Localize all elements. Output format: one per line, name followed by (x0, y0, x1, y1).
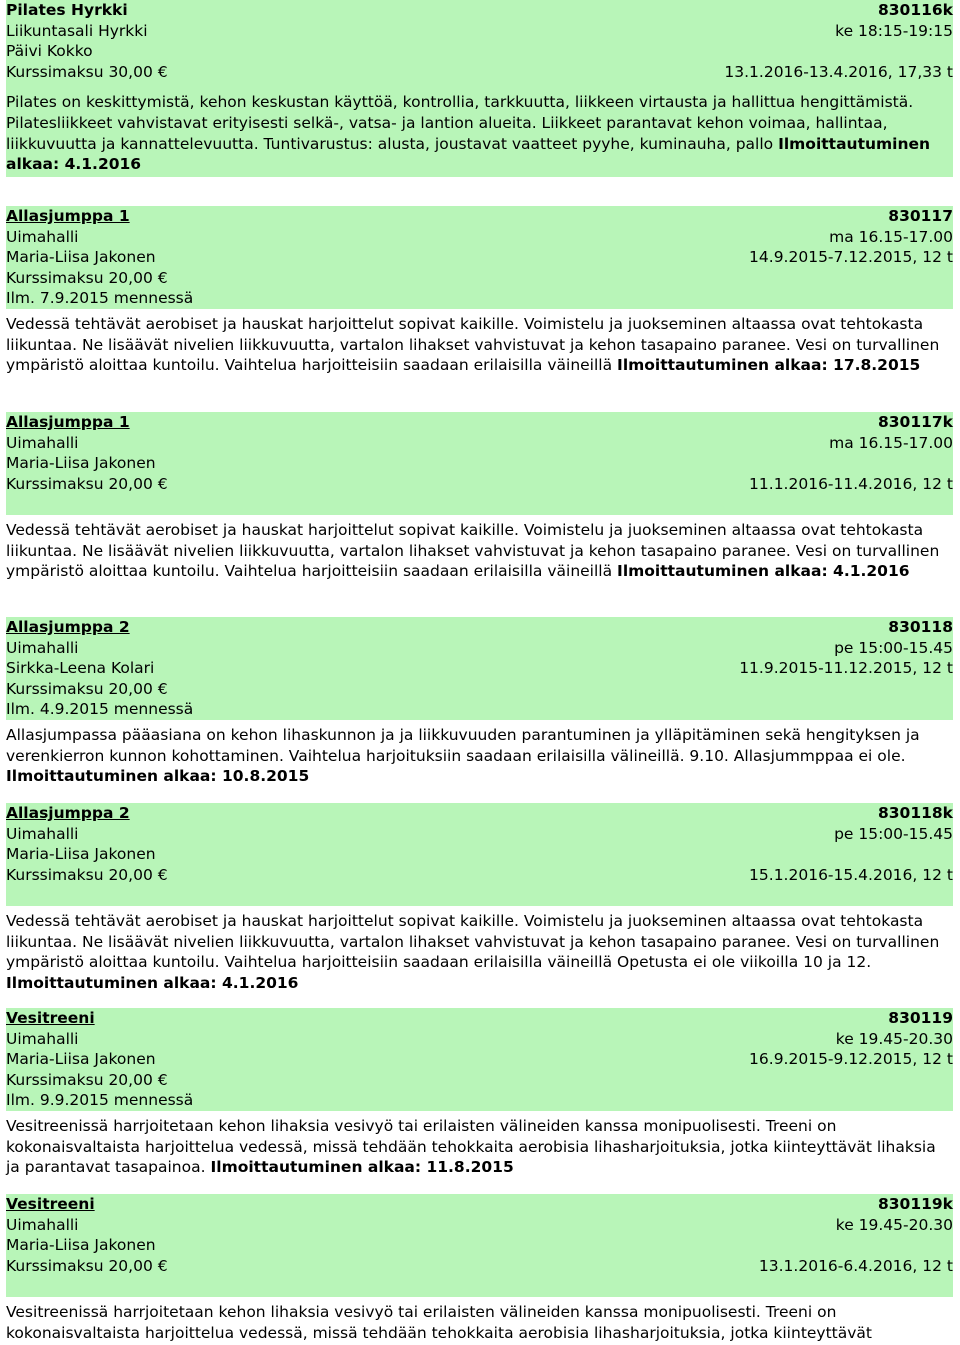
course-entry (6, 1008, 953, 1180)
course-code: 830119k (877, 1195, 953, 1213)
course-place: Liikuntasali Hyrkki (6, 21, 148, 40)
course-entry (6, 0, 953, 177)
course-teacher: Maria-Liisa Jakonen (6, 1050, 156, 1069)
course-place: Uimahalli (6, 1215, 79, 1234)
course-teacher: Maria-Liisa Jakonen (6, 1236, 156, 1255)
course-fee: Kurssimaksu 20,00 € (6, 474, 168, 493)
course-time: pe 15:00-15.45 (834, 824, 953, 843)
registration-start: Ilmoittautuminen alkaa: 4.1.2016 (6, 134, 931, 174)
course-info-block (6, 803, 953, 906)
course-code: 830118k (877, 804, 953, 822)
course-title: Allasjumppa 1 (6, 207, 130, 225)
course-entry (6, 412, 953, 584)
course-info-block (6, 412, 953, 515)
course-period: 16.9.2015-9.12.2015, 12 t (749, 1050, 953, 1069)
course-code: 830117k (877, 413, 953, 431)
course-time: ke 19.45-20.30 (835, 1215, 953, 1234)
course-code: 830119 (888, 1009, 953, 1027)
course-dates: 13.1.2016-6.4.2016, 12 t (758, 1256, 953, 1275)
registration-start: Ilmoittautuminen alkaa: 10.8.2015 (6, 767, 310, 786)
course-teacher: Sirkka-Leena Kolari (6, 659, 155, 678)
course-description: Pilates on keskittymistä, kehon keskustan käyttöä, kontrollia, tarkkuutta, liikkeen virtausta ja hallittua hengittämistä. Pilatesliikkeet vahvistavat erityisesti selkä-, vatsa- ja lantion alueita. Liikkeet parantavat kehon voimaa, hallintaa, liikkuvuutta ja kannattelevuutta. Tuntivarustus: alusta, joustavat vaatteet pyyhe, kuminauha, pallo Ilmoittautuminen alkaa: 4.1.2016 (6, 93, 931, 174)
course-title: Vesitreeni (6, 1009, 95, 1027)
course-entry (6, 206, 953, 378)
course-info-block (6, 1008, 953, 1111)
course-info-block (6, 0, 953, 177)
course-info-block (6, 617, 953, 720)
course-period: 11.9.2015-11.12.2015, 12 t (739, 659, 953, 678)
course-dates: 13.1.2016-13.4.2016, 17,33 t (724, 62, 953, 81)
course-title: Allasjumppa 1 (6, 413, 130, 431)
course-fee: Kurssimaksu 20,00 € (6, 679, 168, 698)
course-fee: Kurssimaksu 20,00 € (6, 1256, 168, 1275)
course-place: Uimahalli (6, 638, 79, 657)
course-fee: Kurssimaksu 20,00 € (6, 865, 168, 884)
course-description: Vesitreenissä harrjoitetaan kehon lihaksia vesivyö tai erilaisten välineiden kanssa monipuolisesti. Treeni on kokonaisvaltaista harjoittelua vedessä, missä tehdään tehokkaita aerobisia lihasharjoituksia, jotka kiinteyttävät (6, 1302, 873, 1342)
course-fee: Kurssimaksu 30,00 € (6, 62, 168, 81)
course-place: Uimahalli (6, 433, 79, 452)
course-description: Allasjumpassa pääasiana on kehon lihaskunnon ja ja liikkuvuuden parantuminen ja ylläpitäminen sekä hengityksen ja verenkierron kunnon kohottaminen. Vaihtelua harjoituksiin saadaan erilaisilla välineillä. 9.10. Allasjummppaa ei ole. Ilmoittautuminen alkaa: 10.8.2015 (6, 725, 920, 786)
course-place: Uimahalli (6, 227, 79, 246)
course-fee: Kurssimaksu 20,00 € (6, 268, 168, 287)
course-entry (6, 617, 953, 789)
course-time: ma 16.15-17.00 (829, 227, 953, 246)
registration-start: Ilmoittautuminen alkaa: 4.1.2016 (617, 562, 910, 581)
course-info-block (6, 1194, 953, 1297)
course-description: Vedessä tehtävät aerobiset ja hauskat harjoittelut sopivat kaikille. Voimistelu ja juokseminen altaassa ovat tehtokasta liikuntaa. Ne lisäävät nivelien liikkuvuutta, vartalon lihakset vahvistuvat ja kehon tasapaino paranee. Vesi on turvallinen ympäristö aloittaa kuntoilu. Vaihtelua harjoitteisiin saadaan erilaisilla väineillä Opetusta ei ole viikoilla 10 ja 12. Ilmoittautuminen alkaa: 4.1.2016 (6, 911, 940, 992)
course-teacher: Maria-Liisa Jakonen (6, 248, 156, 267)
registration-deadline: Ilm. 4.9.2015 mennessä (6, 700, 194, 719)
course-description: Vedessä tehtävät aerobiset ja hauskat harjoittelut sopivat kaikille. Voimistelu ja juokseminen altaassa ovat tehtokasta liikuntaa. Ne lisäävät nivelien liikkuvuutta, vartalon lihakset vahvistuvat ja kehon tasapaino paranee. Vesi on turvallinen ympäristö aloittaa kuntoilu. Vaihtelua harjoitteisiin saadaan erilaisilla väineillä Ilmoittautuminen alkaa: 4.1.2016 (6, 520, 940, 581)
course-entry (6, 1194, 953, 1345)
course-time: ke 19.45-20.30 (835, 1029, 953, 1048)
registration-start: Ilmoittautuminen alkaa: 4.1.2016 (6, 973, 299, 992)
course-place: Uimahalli (6, 824, 79, 843)
course-period: 14.9.2015-7.12.2015, 12 t (749, 248, 953, 267)
course-code: 830118 (888, 618, 953, 636)
course-time: pe 15:00-15.45 (834, 638, 953, 657)
course-description: Vesitreenissä harrjoitetaan kehon lihaksia vesivyö tai erilaisten välineiden kanssa monipuolisesti. Treeni on kokonaisvaltaista harjoittelua vedessä, missä tehdään tehokkaita aerobisia lihasharjoituksia, jotka kiinteyttävät lihaksia ja parantavat tasapainoa. Ilmoittautuminen alkaa: 11.8.2015 (6, 1116, 936, 1177)
registration-deadline: Ilm. 7.9.2015 mennessä (6, 289, 194, 308)
course-time: ke 18:15-19:15 (835, 21, 953, 40)
course-code: 830116k (877, 1, 953, 19)
course-title: Allasjumppa 2 (6, 804, 130, 822)
course-entry (6, 803, 953, 995)
registration-deadline: Ilm. 9.9.2015 mennessä (6, 1091, 194, 1110)
course-time: ma 16.15-17.00 (829, 433, 953, 452)
course-dates: 15.1.2016-15.4.2016, 12 t (749, 865, 953, 884)
course-code: 830117 (888, 207, 953, 225)
course-teacher: Maria-Liisa Jakonen (6, 845, 156, 864)
course-teacher: Maria-Liisa Jakonen (6, 454, 156, 473)
course-title: Vesitreeni (6, 1195, 95, 1213)
course-info-block (6, 206, 953, 309)
registration-start: Ilmoittautuminen alkaa: 17.8.2015 (617, 356, 921, 375)
course-place: Uimahalli (6, 1029, 79, 1048)
course-teacher: Päivi Kokko (6, 42, 93, 61)
registration-start: Ilmoittautuminen alkaa: 11.8.2015 (210, 1158, 514, 1177)
course-title: Allasjumppa 2 (6, 618, 130, 636)
course-description: Vedessä tehtävät aerobiset ja hauskat harjoittelut sopivat kaikille. Voimistelu ja juokseminen altaassa ovat tehtokasta liikuntaa. Ne lisäävät nivelien liikkuvuutta, vartalon lihakset vahvistuvat ja kehon tasapaino paranee. Vesi on turvallinen ympäristö aloittaa kuntoilu. Vaihtelua harjoitteisiin saadaan erilaisilla väineillä Ilmoittautuminen alkaa: 17.8.2015 (6, 314, 940, 375)
course-fee: Kurssimaksu 20,00 € (6, 1070, 168, 1089)
course-dates: 11.1.2016-11.4.2016, 12 t (749, 474, 953, 493)
course-title: Pilates Hyrkki (6, 1, 128, 19)
